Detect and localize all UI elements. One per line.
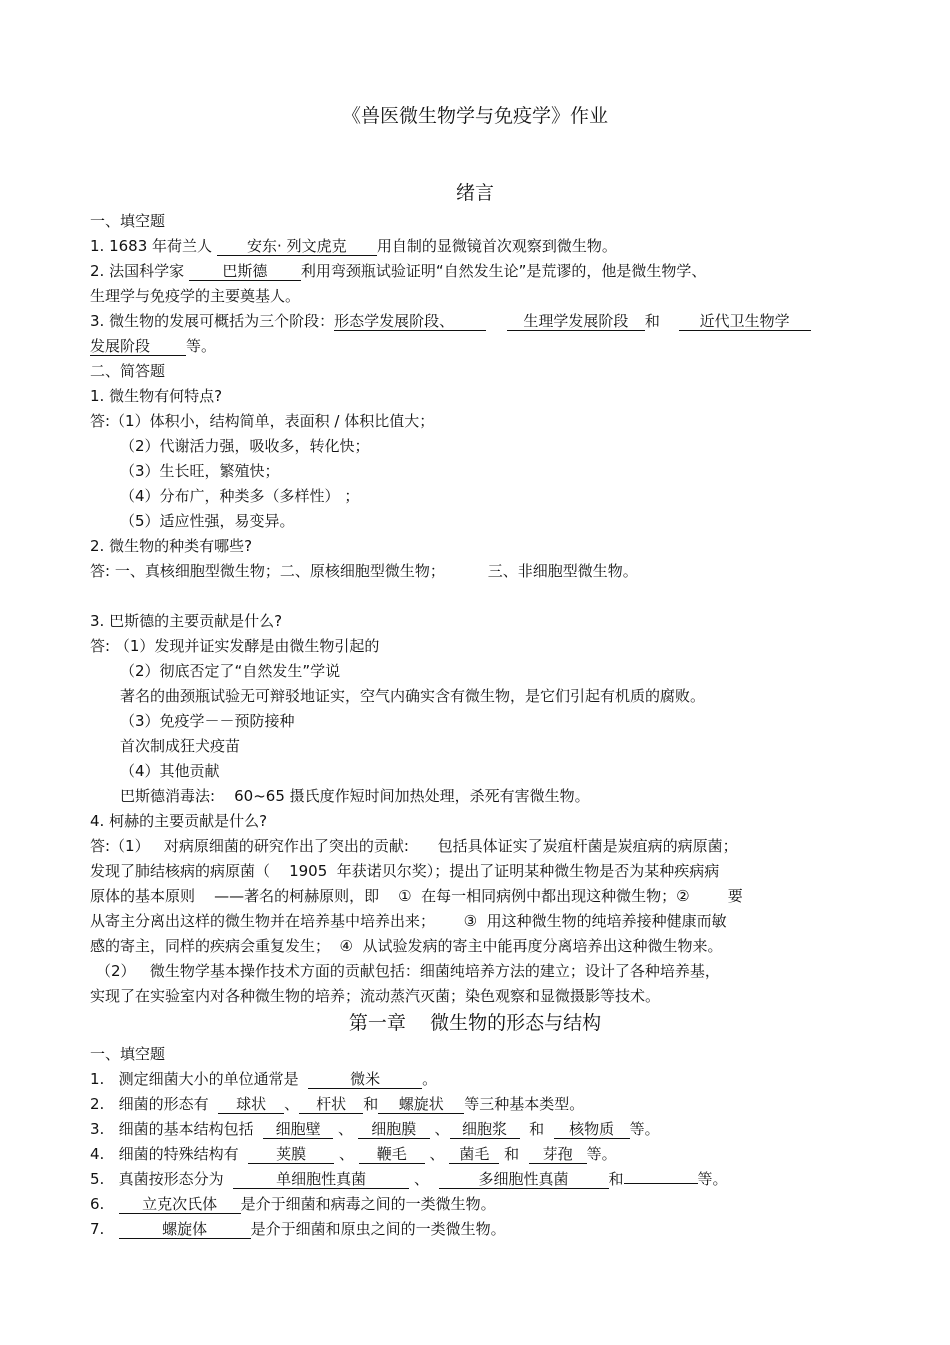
answer-blank: 螺旋体 <box>119 1220 251 1239</box>
chapter1-fill-6: 6. 立克次氏体 是介于细菌和病毒之间的一类微生物。 <box>90 1195 496 1213</box>
answer-line: 从寄主分离出这样的微生物并在培养基中培养出来； ③ 用这种微生物的纯培养接种健康而敏 <box>90 912 727 930</box>
chapter1-fill-3: 3. 细菌的基本结构包括 细胞壁 、 细胞膜 、 细胞浆 和 核物质 等。 <box>90 1120 660 1138</box>
answer-blank: 发展阶段 <box>90 337 186 356</box>
answer-blank: 生理学发展阶段 <box>507 312 645 331</box>
answer-blank: 杆状 <box>299 1095 363 1114</box>
answer-blank: 核物质 <box>554 1120 630 1139</box>
intro-fill-3-cont: 发展阶段 等。 <box>90 337 217 355</box>
document-title: 《兽医微生物学与免疫学》作业 <box>341 105 608 127</box>
intro-fill-1: 1. 1683 年荷兰人 安东· 列文虎克 用自制的显微镜首次观察到微生物。 <box>90 237 617 255</box>
answer-line: （3）生长旺，繁殖快； <box>120 462 280 480</box>
answer-blank <box>624 1183 698 1184</box>
intro-short-title: 二、简答题 <box>90 362 166 380</box>
answer-blank: 近代卫生物学 <box>679 312 811 331</box>
chapter1-fill-title: 一、填空题 <box>90 1045 166 1063</box>
answer-line: （5）适应性强，易变异。 <box>120 512 295 530</box>
answer-blank: 螺旋状 <box>378 1095 464 1114</box>
question-2: 2. 微生物的种类有哪些? <box>90 537 253 555</box>
answer-line: （4）分布广，种类多（多样性） ； <box>120 487 360 505</box>
answer-line: 答:（1）体积小，结构简单，表面积 / 体积比值大； <box>90 412 435 430</box>
chapter1-heading: 第一章 微生物的形态与结构 <box>348 1012 602 1034</box>
answer-line: 原体的基本原则 ——著名的柯赫原则，即 ① 在每一相同病例中都出现这种微生物；② 要 <box>90 887 743 905</box>
answer-blank: 鞭毛 <box>359 1145 425 1164</box>
answer-line: 感的寄主，同样的疾病会重复发生； ④ 从试验发病的寄主中能再度分离培养出这种微生物来。 <box>90 937 723 955</box>
answer-line: 答: 一、真核细胞型微生物；二、原核细胞型微生物； 三、非细胞型微生物。 <box>90 562 638 580</box>
answer-blank: 形态学发展阶段、 <box>334 312 486 331</box>
answer-blank: 细胞壁 <box>263 1120 333 1139</box>
answer-line: 首次制成狂犬疫苗 <box>120 737 241 755</box>
answer-line: （2）代谢活力强，吸收多，转化快； <box>120 437 370 455</box>
answer-line: 答:（1） 对病原细菌的研究作出了突出的贡献: 包括具体证实了炭疽杆菌是炭疽病的病原菌； <box>90 837 738 855</box>
intro-fill-3: 3. 微生物的发展可概括为三个阶段：形态学发展阶段、 生理学发展阶段 和 近代卫生物学 <box>90 311 880 331</box>
answer-blank: 球状 <box>218 1095 284 1114</box>
answer-line: 发现了肺结核病的病原菌（ 1905 年获诺贝尔奖）；提出了证明某种微生物是否为某种疾病病 <box>90 862 720 880</box>
answer-line: 巴斯德消毒法: 60~65 摄氏度作短时间加热处理，杀死有害微生物。 <box>120 787 590 805</box>
answer-blank: 巴斯德 <box>189 262 301 281</box>
answer-blank: 多细胞性真菌 <box>439 1170 609 1189</box>
answer-blank: 微米 <box>308 1070 422 1089</box>
question-3: 3. 巴斯德的主要贡献是什么? <box>90 612 283 630</box>
answer-blank: 芽孢 <box>529 1145 587 1164</box>
answer-blank: 细胞浆 <box>450 1120 520 1139</box>
intro-heading: 绪言 <box>455 182 494 204</box>
answer-blank: 单细胞性真菌 <box>233 1170 409 1189</box>
chapter1-fill-7: 7. 螺旋体 是介于细菌和原虫之间的一类微生物。 <box>90 1220 506 1238</box>
answer-blank: 菌毛 <box>449 1145 499 1164</box>
answer-line: （2） 微生物学基本操作技术方面的贡献包括：细菌纯培养方法的建立；设计了各种培养基， <box>96 962 720 980</box>
answer-line: （4）其他贡献 <box>120 762 220 780</box>
intro-fill-2: 2. 法国科学家 巴斯德 利用弯颈瓶试验证明“自然发生论”是荒谬的，他是微生物学、 <box>90 262 707 280</box>
chapter1-fill-2: 2. 细菌的形态有 球状 、 杆状 和 螺旋状 等三种基本类型。 <box>90 1095 585 1113</box>
question-4: 4. 柯赫的主要贡献是什么? <box>90 812 268 830</box>
answer-line: 实现了在实验室内对各种微生物的培养；流动蒸汽灭菌；染色观察和显微摄影等技术。 <box>90 987 661 1005</box>
intro-fill-title: 一、填空题 <box>90 212 166 230</box>
answer-line: （2）彻底否定了“自然发生”学说 <box>120 662 341 680</box>
answer-blank: 安东· 列文虎克 <box>217 237 377 256</box>
question-1: 1. 微生物有何特点? <box>90 387 223 405</box>
chapter1-fill-1: 1. 测定细菌大小的单位通常是 微米 。 <box>90 1070 438 1088</box>
answer-blank: 荚膜 <box>248 1145 334 1164</box>
intro-fill-2-cont: 生理学与免疫学的主要奠基人。 <box>90 287 301 305</box>
answer-blank: 细胞膜 <box>358 1120 430 1139</box>
answer-line: （3）免疫学－－预防接种 <box>120 712 295 730</box>
answer-blank: 立克次氏体 <box>119 1195 241 1214</box>
chapter1-fill-4: 4. 细菌的特殊结构有 荚膜 、 鞭毛 、 菌毛 和 芽孢 等。 <box>90 1145 617 1163</box>
chapter1-fill-5: 5. 真菌按形态分为 单细胞性真菌 、 多细胞性真菌 和 等。 <box>90 1170 728 1188</box>
answer-line: 答: （1）发现并证实发酵是由微生物引起的 <box>90 637 380 655</box>
answer-line: 著名的曲颈瓶试验无可辩驳地证实，空气内确实含有微生物，是它们引起有机质的腐败。 <box>120 687 706 705</box>
